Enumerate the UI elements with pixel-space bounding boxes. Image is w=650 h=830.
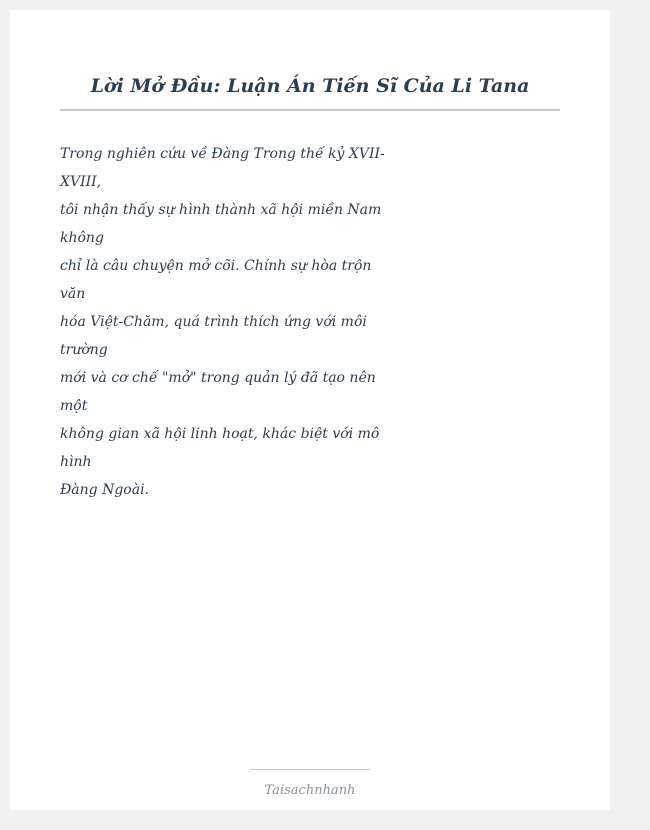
body-text [60,140,385,504]
body-line: không gian xã hội linh hoạt, khác biệt với mô [60,426,380,442]
body-line: Đàng Ngoài. [60,482,149,498]
body-line: mới và cơ chế "mở" trong quản lý đã tạo nên [60,370,376,386]
body-line: hóa Việt-Chăm, quá trình thích ứng với môi [60,314,367,330]
page-title: Lời Mở Đầu: Luận Án Tiến Sĩ Của Li Tana [90,75,530,97]
document-page [10,10,610,810]
body-line: tôi nhận thấy sự hình thành xã hội miền Nam [60,202,382,218]
body-line: một [60,398,88,414]
body-line: Trong nghiên cứu về Đàng Trong thế kỷ XVII- [60,146,385,162]
body-line: văn [60,286,86,302]
body-line: XVIII, [60,174,102,190]
body-line: hình [60,454,92,470]
body-line: chỉ là câu chuyện mở cõi. Chính sự hòa trộn [60,258,372,274]
title-divider [60,109,560,111]
footer-brand: Taisachnhanh [264,783,356,798]
body-line: không [60,230,104,246]
body-line: trường [60,342,108,358]
footer-divider [250,769,370,770]
